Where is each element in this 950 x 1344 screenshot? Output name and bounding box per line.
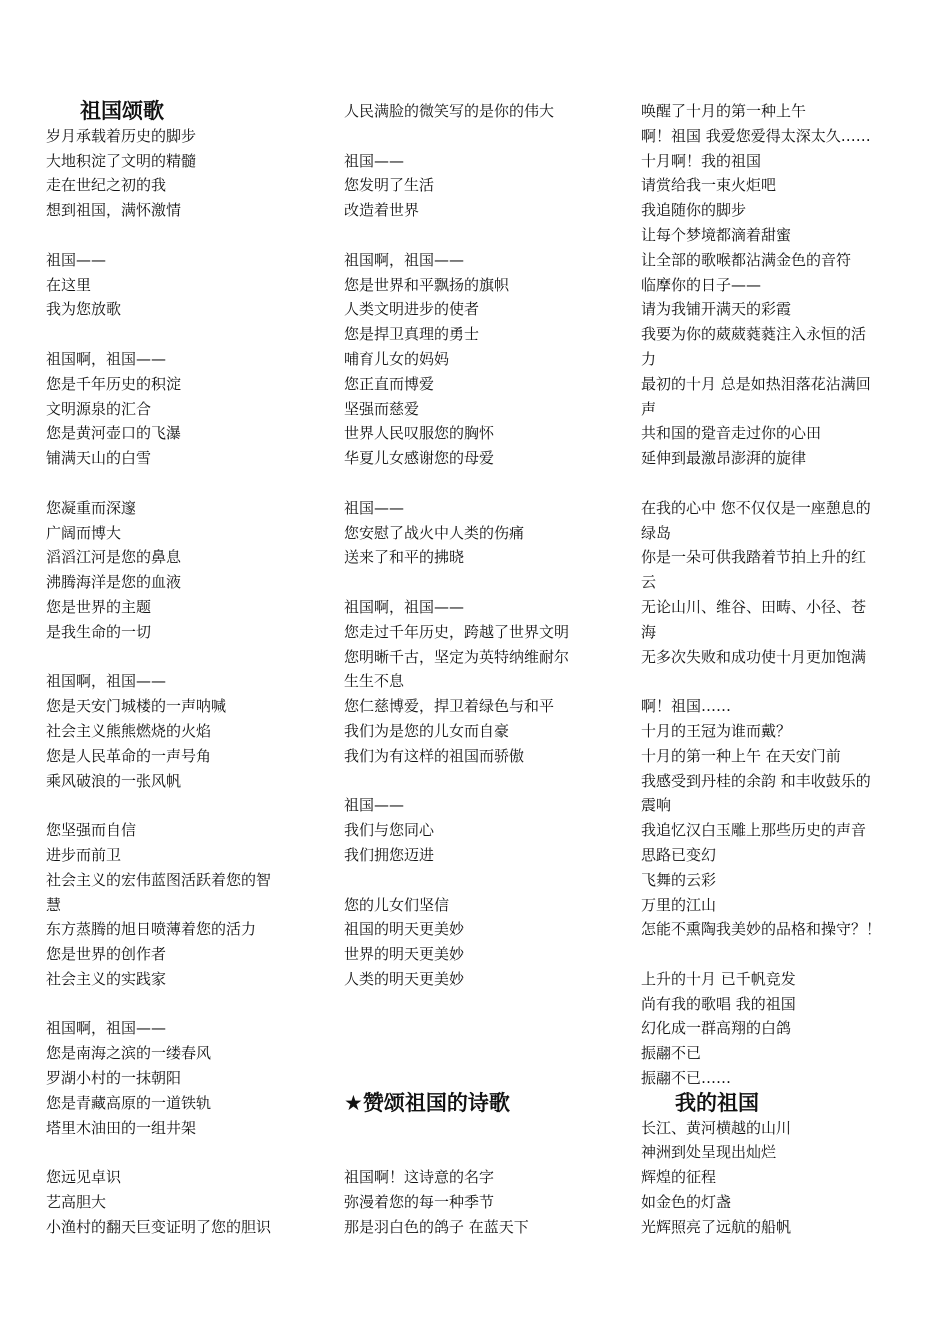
poem-line: 我为您放歌 — [46, 300, 122, 319]
poem-line: 大地积淀了文明的精髓 — [46, 151, 197, 170]
poem-line: 唤醒了十月的第一种上午 — [641, 102, 807, 120]
poem-line: 您凝重而深邃 — [46, 498, 137, 517]
blank-line — [344, 124, 606, 149]
poem-line: 最初的十月 总是如热泪落花沾满回 — [641, 374, 871, 393]
blank-line — [344, 1140, 606, 1165]
poem-line: 您是黄河壶口的飞瀑 — [46, 424, 182, 443]
poem-line: 祖国—— — [344, 498, 405, 517]
poem-line: 塔里木油田的一组井架 — [46, 1118, 197, 1137]
poem-line: 云 — [641, 573, 657, 592]
poem-line: 滔滔江河是您的鼻息 — [46, 548, 182, 567]
poem-line: 你是一朵可供我踏着节拍上升的红 — [641, 548, 867, 567]
poem-line: 我们为有这样的祖国而骄傲 — [344, 746, 525, 765]
poem-line: 沸腾海洋是您的血液 — [46, 573, 182, 592]
poem-line: 您是天安门城楼的一声呐喊 — [46, 697, 227, 716]
poem-line: 我们与您同心 — [344, 821, 435, 840]
poem-line: 广阔而博大 — [46, 523, 122, 542]
poem-line: 您是世界的主题 — [46, 597, 152, 616]
poem-line: 飞舞的云彩 — [641, 870, 717, 889]
poem-line: 人类文明进步的使者 — [344, 300, 480, 319]
poem-line: 我追随你的脚步 — [641, 201, 747, 220]
poem-line: 弥漫着您的每一种季节 — [344, 1193, 495, 1212]
poem-line: 世界的明天更美妙 — [344, 945, 465, 964]
poem-line: 尚有我的歌唱 我的祖国 — [641, 994, 796, 1013]
blank-line — [344, 570, 606, 595]
poem-line: 祖国啊，祖国—— — [46, 672, 167, 691]
blank-line — [344, 868, 606, 893]
poem-line: 您的儿女们坚信 — [344, 895, 450, 914]
poem-line: 您是南海之滨的一缕春风 — [46, 1044, 212, 1063]
poem-line: 改造着世界 — [344, 201, 420, 220]
poem-line: 光辉照亮了远航的船帆 — [641, 1217, 792, 1236]
poem-line: 您是人民革命的一声号角 — [46, 746, 212, 765]
poem-line: 祖国啊，祖国—— — [46, 349, 167, 368]
poem-line: 振翮不已…… — [641, 1069, 732, 1088]
poem-line: 在这里 — [46, 275, 92, 294]
poem-line: 震响 — [641, 796, 672, 815]
poem-line: 如金色的灯盏 — [641, 1193, 732, 1212]
blank-line — [344, 1066, 606, 1091]
poem-line: 想到祖国，满怀激情 — [46, 201, 182, 220]
poem-line: 慧 — [46, 895, 62, 914]
poem-line: 我追忆汉白玉雕上那些历史的声音 — [641, 821, 867, 840]
blank-line — [344, 769, 606, 794]
poem-line: 艺高胆大 — [46, 1193, 107, 1212]
poem-line: 无论山川、维谷、田畴、小径、苍 — [641, 597, 867, 616]
poem-line: 祖国—— — [344, 796, 405, 815]
poem-line: 您仁慈博爱，捍卫着绿色与和平 — [344, 697, 555, 716]
poem-line: 啊！祖国…… — [641, 697, 732, 716]
poem-line: 社会主义的实践家 — [46, 969, 167, 988]
blank-line — [46, 793, 308, 818]
blank-line — [46, 223, 308, 248]
poem-line: 十月啊！我的祖国 — [641, 151, 762, 170]
poem-line: 您是青藏高原的一道铁轨 — [46, 1093, 212, 1112]
poem-line: 那是羽白色的鸽子 在蓝天下 — [344, 1217, 529, 1236]
poem-line: 十月的第一种上午 在天安门前 — [641, 746, 841, 765]
poem-line: 怎能不熏陶我美妙的品格和操守？！ — [641, 920, 882, 939]
poem-line: 您走过千年历史，跨越了世界文明 — [344, 622, 570, 641]
blank-line — [344, 1116, 606, 1141]
poem-line: 东方蒸腾的旭日喷薄着您的活力 — [46, 920, 257, 939]
poem-line: 神洲到处呈现出灿烂 — [641, 1143, 777, 1162]
poem-title: ★赞颂祖国的诗歌 — [344, 1090, 510, 1115]
blank-line — [46, 1140, 308, 1165]
poem-line: 您是千年历史的积淀 — [46, 374, 182, 393]
poem-line: 祖国—— — [344, 151, 405, 170]
poem-title: 我的祖国 — [675, 1090, 759, 1115]
blank-line — [344, 1016, 606, 1041]
poem-line: 哺育儿女的妈妈 — [344, 349, 450, 368]
poem-line: 祖国啊，祖国—— — [344, 597, 465, 616]
poem-line: 您发明了生活 — [344, 176, 435, 195]
column-right — [641, 99, 911, 1240]
blank-line — [46, 322, 308, 347]
poem-line: 我要为你的葳葳蕤蕤注入永恒的活 — [641, 325, 867, 344]
poem-line: 岁月承载着历史的脚步 — [46, 126, 197, 145]
poem-line: 我们为是您的儿女而自豪 — [344, 721, 510, 740]
poem-line: 铺满天山的白雪 — [46, 449, 152, 468]
blank-line — [344, 992, 606, 1017]
poem-line: 罗湖小村的一抹朝阳 — [46, 1069, 182, 1088]
poem-line: 社会主义熊熊燃烧的火焰 — [46, 721, 212, 740]
poem-line: 您明晰千古，坚定为英特纳维耐尔 — [344, 647, 570, 666]
poem-line: 走在世纪之初的我 — [46, 176, 167, 195]
poem-line: 十月的王冠为谁而戴？ — [641, 721, 792, 740]
poem-line: 祖国啊！这诗意的名字 — [344, 1168, 495, 1187]
poem-line: 啊！祖国 我爱您爱得太深太久…… — [641, 126, 871, 145]
column-middle — [344, 99, 606, 1240]
poem-line: 海 — [641, 622, 657, 641]
poem-line: 请为我铺开满天的彩霞 — [641, 300, 792, 319]
blank-line — [641, 942, 911, 967]
blank-line — [344, 1041, 606, 1066]
poem-line: 您正直而博爱 — [344, 374, 435, 393]
blank-line — [46, 645, 308, 670]
poem-line: 您坚强而自信 — [46, 821, 137, 840]
poem-line: 坚强而慈爱 — [344, 399, 420, 418]
poem-line: 祖国啊，祖国—— — [46, 1019, 167, 1038]
poem-line: 幻化成一群高翔的白鸽 — [641, 1019, 792, 1038]
poem-line: 您安慰了战火中人类的伤痛 — [344, 523, 525, 542]
poem-line: 声 — [641, 399, 657, 418]
blank-line — [641, 669, 911, 694]
poem-line: 人民满脸的微笑写的是你的伟大 — [344, 102, 555, 120]
poem-line: 思路已变幻 — [641, 845, 717, 864]
poem-line: 祖国啊，祖国—— — [344, 250, 465, 269]
poem-line: 生生不息 — [344, 672, 405, 691]
poem-line: 您是捍卫真理的勇士 — [344, 325, 480, 344]
poem-line: 华夏儿女感谢您的母爱 — [344, 449, 495, 468]
blank-line — [344, 223, 606, 248]
poem-line: 无多次失败和成功使十月更加饱满 — [641, 647, 867, 666]
poem-line: 社会主义的宏伟蓝图活跃着您的智 — [46, 870, 272, 889]
poem-line: 振翮不已 — [641, 1044, 702, 1063]
poem-line: 共和国的跫音走过你的心田 — [641, 424, 822, 443]
poem-line: 我们拥您迈进 — [344, 845, 435, 864]
blank-line — [46, 471, 308, 496]
poem-line: 祖国—— — [46, 250, 107, 269]
blank-line — [641, 471, 911, 496]
poem-title: 祖国颂歌 — [80, 99, 164, 123]
poem-line: 人类的明天更美妙 — [344, 969, 465, 988]
poem-line: 文明源泉的汇合 — [46, 399, 152, 418]
blank-line — [46, 992, 308, 1017]
poem-line: 世界人民叹服您的胸怀 — [344, 424, 495, 443]
poem-line: 绿岛 — [641, 523, 672, 542]
poem-line: 临摩你的日子—— — [641, 275, 762, 294]
poem-line: 您是世界和平飘扬的旗帜 — [344, 275, 510, 294]
poem-line: 送来了和平的拂晓 — [344, 548, 465, 567]
poem-line: 您是世界的创作者 — [46, 945, 167, 964]
poem-line: 力 — [641, 349, 657, 368]
poem-line: 小渔村的翻天巨变证明了您的胆识 — [46, 1217, 272, 1236]
poem-line: 上升的十月 已千帆竞发 — [641, 969, 796, 988]
poem-line: 我感受到丹桂的余韵 和丰收鼓乐的 — [641, 771, 871, 790]
poem-line: 是我生命的一切 — [46, 622, 152, 641]
poem-line: 祖国的明天更美妙 — [344, 920, 465, 939]
poem-line: 让每个梦境都滴着甜蜜 — [641, 225, 792, 244]
poem-line: 延伸到最激昂澎湃的旋律 — [641, 449, 807, 468]
poem-line: 辉煌的征程 — [641, 1168, 717, 1187]
poem-line: 在我的心中 您不仅仅是一座憩息的 — [641, 498, 871, 517]
poem-line: 让全部的歌喉都沾满金色的音符 — [641, 250, 852, 269]
blank-line — [344, 471, 606, 496]
poem-line: 您远见卓识 — [46, 1168, 122, 1187]
column-left — [46, 99, 308, 1240]
poem-line: 进步而前卫 — [46, 845, 122, 864]
poem-line: 长江、黄河横越的山川 — [641, 1118, 792, 1137]
poem-line: 万里的江山 — [641, 895, 717, 914]
poem-line: 乘风破浪的一张风帆 — [46, 771, 182, 790]
poem-line: 请赏给我一束火炬吧 — [641, 176, 777, 195]
